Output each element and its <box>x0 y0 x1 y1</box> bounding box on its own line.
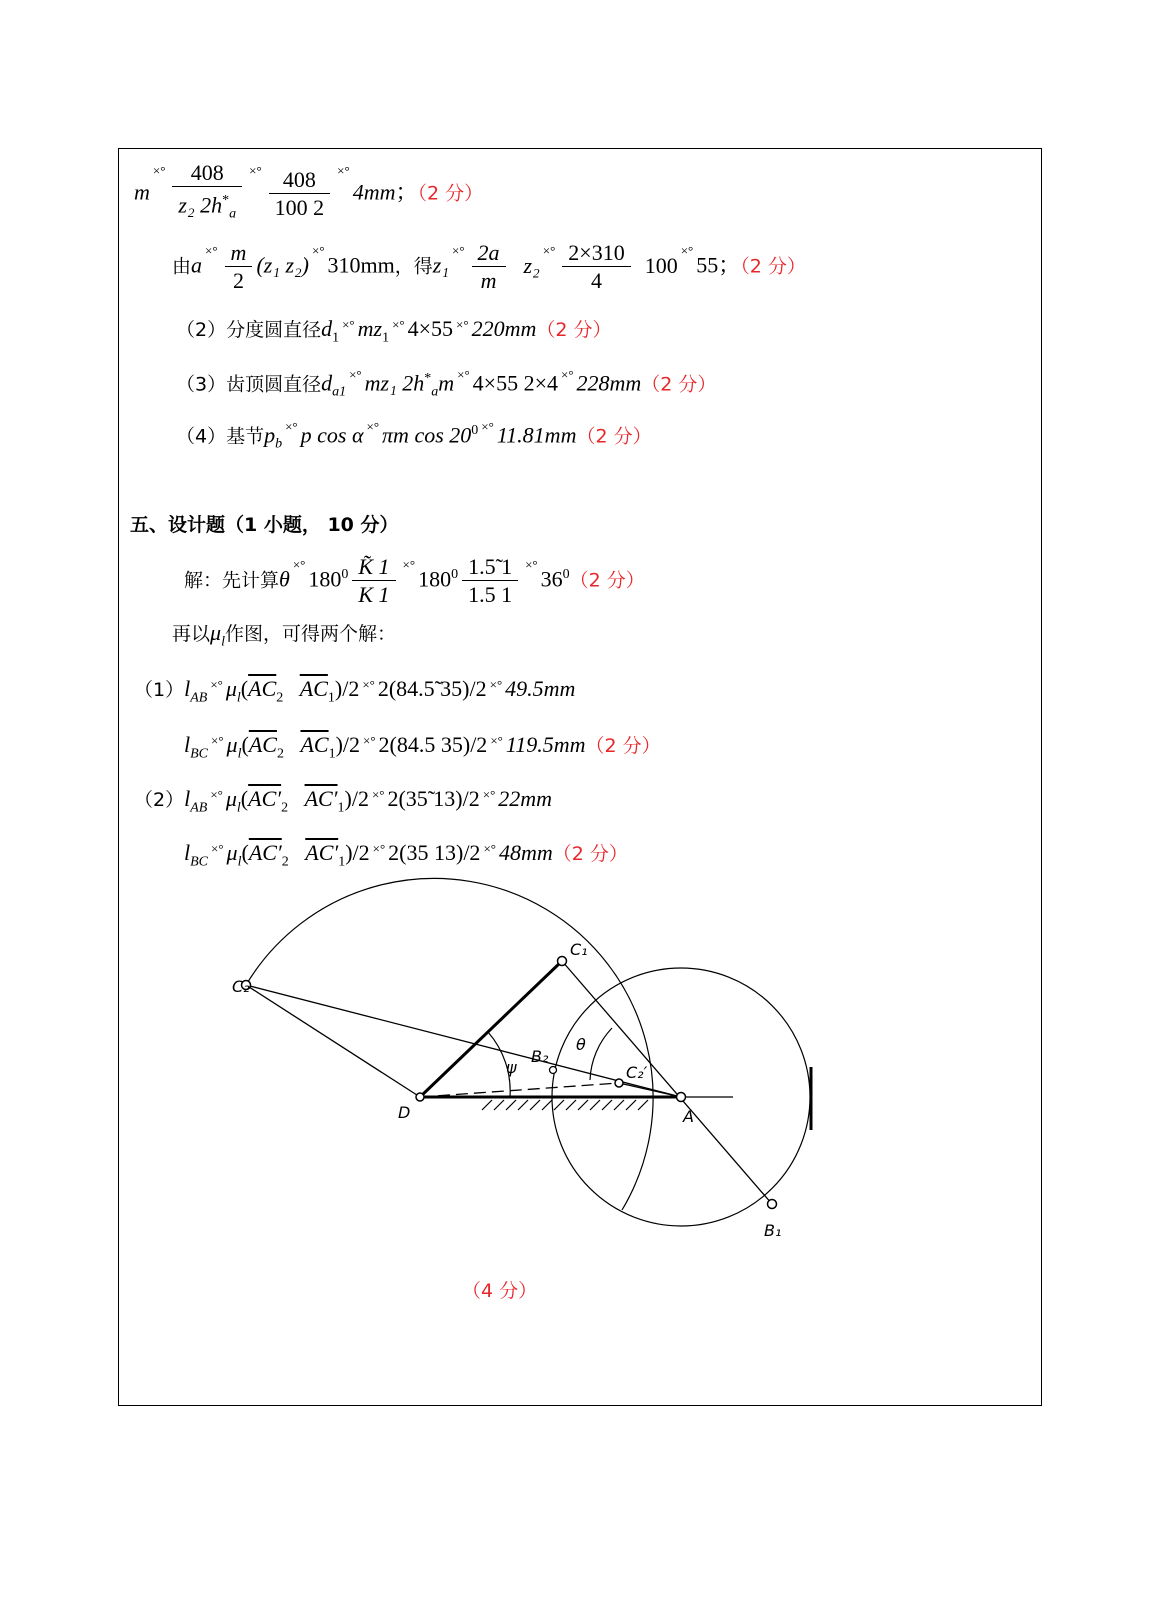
link-DC1 <box>420 961 562 1097</box>
svg-text:C₂′: C₂′ <box>626 1063 648 1082</box>
result-lab-2: $(2)l_{AB}^{\times^\circ}$ $\mu_l(AC'_2$ $AC'_1)/2$ ×° 2(35̃ 13)/2 ×° 22mm <box>134 786 553 816</box>
svg-text:θ: θ <box>576 1035 586 1054</box>
arc-large <box>246 878 653 1210</box>
eq-theta: 解：先计算$\theta^{\times^\circ}180^0$ $\frac{K̃ 1}{K 1}$ $^{\times^\circ}180^0$ $\frac{1.5̃ 1}{1.5 1}$ $^{\times^\circ}36^0(2$ 分） <box>184 554 645 607</box>
dashed-D-C2p <box>420 1083 619 1097</box>
draw-instruction: 再以$\mu_l$作图，可得两个解： <box>172 620 396 650</box>
svg-text:ψ: ψ <box>506 1058 517 1077</box>
line-C2-D <box>246 985 420 1097</box>
eq-tip-diameter: （3）齿顶圆直径$d_{a1}^{\times^\circ}$ mz₁ $2h^*_am$ ×° 4×55 2×4 ×° 228mm（2 分） <box>176 367 717 400</box>
svg-text:B₁: B₁ <box>764 1221 782 1240</box>
eq-pitch-diameter: （2）分度圆直径$d_1^{\times^\circ}$ $mz_1^{\times^\circ}$ 4×55 ×° 220mm（2 分） <box>176 316 612 346</box>
svg-text:B₂: B₂ <box>531 1047 549 1066</box>
line-C1-B1 <box>562 961 772 1204</box>
eq-teeth: 由a×° $\frac{m}{2}$ (z₁ z₂)×°310mm，得z₁×° $\frac{2a}{m}$ z₂×° $\frac{2\times 310}{4}$ 100×°55；（2 分） <box>172 240 806 293</box>
eq-base-pitch: （4）基节$p_b^{\times^\circ}$ p cos α ×° πm $\cos 20^0$ ×° 11.81mm（2 分） <box>176 419 652 452</box>
section-heading: 五、设计题（1 小题， 10 分） <box>130 514 399 536</box>
result-lbc-1: $l_{BC}^{\times^\circ}$ $\mu_l(\overline{AC}_2$ $\overline{AC}_1)/2$ ×° 2(84.5 35)/2 ×° 119.5mm（2 分） <box>184 732 661 762</box>
svg-text:C₂: C₂ <box>232 977 250 996</box>
svg-text:C₁: C₁ <box>570 940 588 959</box>
result-lbc-2: $l_{BC}^{\times^\circ}$ $\mu_l(AC'_2$ $AC'_1)/2$ ×° 2(35 13)/2 ×° 48mm（2 分） <box>184 840 628 870</box>
ground-hatch <box>482 1100 648 1110</box>
svg-text:A: A <box>683 1107 694 1126</box>
svg-text:D: D <box>398 1103 411 1122</box>
eq-module: m×° $\frac{408}{z_2 2h^*_a}$ ×° $\frac{408}{100 2}$ ×°4mm；（2 分） <box>134 160 484 222</box>
figure-score: （4 分） <box>462 1280 538 1302</box>
result-lab-1: $(1)l_{AB}^{\times^\circ}$ $\mu_l(\overline{AC}_2$ $\overline{AC}_1)/2$ ×° 2(84.5̃ 35)/2 ×° 49.5mm <box>134 676 576 706</box>
